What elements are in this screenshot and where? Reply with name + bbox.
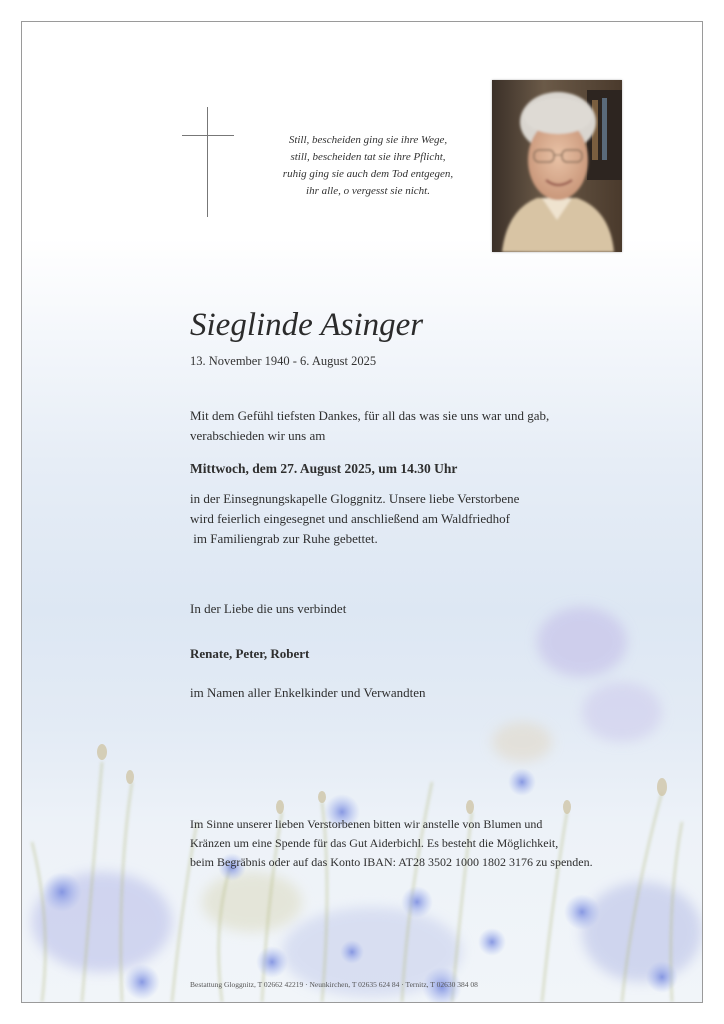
deceased-name: Sieglinde Asinger — [190, 307, 424, 343]
portrait-photo — [492, 80, 622, 252]
ceremony-date: Mittwoch, dem 27. August 2025, um 14.30 Uhr — [190, 461, 458, 476]
location-line: in der Einsegnungskapelle Gloggnitz. Unsere liebe Verstorbene — [190, 491, 520, 506]
donation-notice — [190, 815, 593, 872]
obituary-card — [21, 21, 703, 1003]
poem-line: still, bescheiden tat sie ihre Pflicht, — [290, 151, 446, 163]
funeral-home-footer: Bestattung Gloggnitz, T 02662 42219 · Neunkirchen, T 02635 624 84 · Ternitz, T 02630 384 08 — [190, 980, 478, 989]
intro-text — [190, 406, 549, 446]
life-dates: 13. November 1940 - 6. August 2025 — [190, 354, 377, 368]
poem-line: ihr alle, o vergesst sie nicht. — [306, 185, 430, 197]
cross-icon-bar — [182, 135, 234, 136]
location-line: im Familiengrab zur Ruhe gebettet. — [190, 531, 378, 546]
closing-text: In der Liebe die uns verbindet — [190, 601, 347, 616]
intro-line: verabschieden wir uns am — [190, 428, 326, 443]
ceremony-location-text — [190, 489, 519, 549]
donation-line: Im Sinne unserer lieben Verstorbenen bitten wir anstelle von Blumen und — [190, 817, 543, 831]
donation-line: Kränzen um eine Spende für das Gut Aiderbichl. Es besteht die Möglichkeit, — [190, 836, 559, 850]
memorial-poem — [268, 132, 468, 200]
poem-line: Still, bescheiden ging sie ihre Wege, — [288, 134, 448, 146]
location-line: wird feierlich eingesegnet und anschließend am Waldfriedhof — [190, 511, 510, 526]
signers-names: Renate, Peter, Robert — [190, 646, 310, 661]
donation-line: beim Begräbnis oder auf das Konto IBAN: AT28 3502 1000 1802 3176 zu spenden. — [190, 855, 593, 869]
poem-line: ruhig ging sie auch dem Tod entgegen, — [282, 168, 454, 180]
intro-line: Mit dem Gefühl tiefsten Dankes, für all das was sie uns war und gab, — [190, 408, 550, 423]
cross-icon — [207, 107, 208, 217]
relatives-text: im Namen aller Enkelkinder und Verwandten — [190, 685, 426, 700]
